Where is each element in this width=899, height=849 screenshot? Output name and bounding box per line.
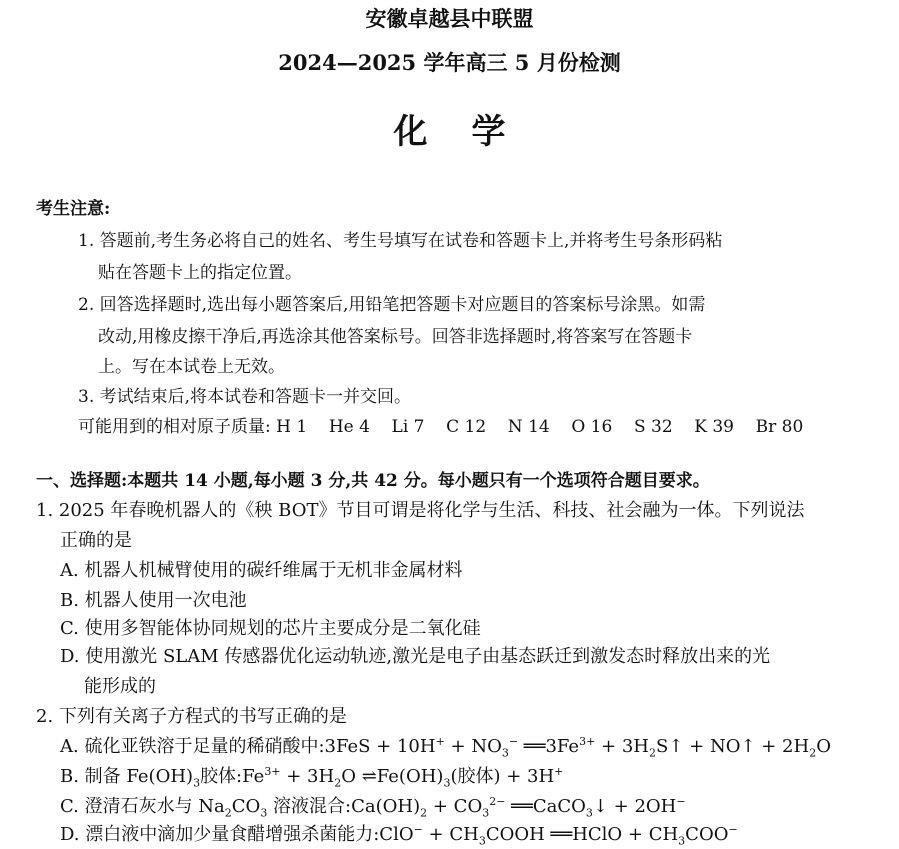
q2-option-d-text: D. 漂白液中滴加少量食醋增强杀菌能力: [60,824,380,845]
atomic-mass-c: C 12 [446,417,487,437]
q2-option-c: C. 澄清石灰水与 $Na_2CO_3$ 溶液混合$:Ca(OH)_2 + CO_3^{2-}$ ══CaCO$_3$↓ + 2OH− [60,795,686,820]
q2-option-c-tail: 溶液混合: [273,796,352,817]
q2-option-d [60,824,738,846]
section-1-heading: 一、选择题:本题共 14 小题,每小题 3 分,共 42 分。每小题只有一个选项符合题目要求。 [36,471,710,491]
notice-item-2-line-3: 上。写在本试卷上无效。 [98,357,285,377]
q2-option-b-tail: 胶体: [200,766,243,787]
subject-title: 化学 [393,112,550,152]
atomic-mass-he: He 4 [328,417,370,437]
atomic-mass-o: O 16 [571,417,613,437]
atomic-mass-s: S 32 [633,417,673,437]
q2-option-b-colloid: (胶体) [450,766,501,787]
q2-option-b-equation: $Fe^{3+} + 3H_2O$ $\rightleftharpoons Fe(OH)_3$ [242,765,451,790]
q1-option-d-line-2: 能形成的 [84,676,156,697]
q2-option-a-text: A. 硫化亚铁溶于足量的稀硝酸中: [60,736,325,757]
q1-option-b: B. 机器人使用一次电池 [60,590,247,611]
exam-title: 2024—2025 学年高三 5 月份检测 [278,50,621,75]
notice-title: 考生注意: [36,199,111,219]
q2-option-a [60,736,831,758]
q2-option-c-text: C. 澄清石灰水与 Na [60,796,225,817]
atomic-mass-br: Br 80 [755,417,804,437]
notice-item-2-line-1: 2. 回答选择题时,选出每小题答案后,用铅笔把答题卡对应题目的答案标号涂黑。如需 [78,295,706,315]
q1-option-d-line-1: D. 使用激光 SLAM 传感器优化运动轨迹,激光是电子由基态跃迁到激发态时释放出来的光 [60,646,771,667]
notice-item-1-line-1: 1. 答题前,考生务必将自己的姓名、考生号填写在试卷和答题卡上,并将考生号条形码粘 [78,231,723,251]
q1-option-a: A. 机器人机械臂使用的碳纤维属于无机非金属材料 [60,560,463,581]
notice-item-1-line-2: 贴在答题卡上的指定位置。 [98,263,302,283]
q2-option-d-equation: $ClO^- + CH_3COOH$ ══HClO + $CH_3COO^-$ [379,823,738,848]
atomic-mass-n: N 14 [507,417,550,437]
q2-option-c-equation: $Ca(OH)_2 + CO_3^{2-}$ ══CaCO$_3$↓ + 2OH− [351,795,686,820]
q2-option-b-text: B. 制备 Fe(OH) [60,766,194,787]
q1-stem-line-2: 正确的是 [60,530,132,551]
org-title: 安徽卓越县中联盟 [365,6,534,31]
atomic-mass-h: H 1 [276,417,308,437]
atomic-mass-line [78,416,803,438]
atomic-mass-k: K 39 [694,417,735,437]
q1-stem-line-1: 1. 2025 年春晚机器人的《秧 BOT》节目可谓是将化学与生活、科技、社会融为一体。下列说法 [36,500,805,521]
q2-option-b: B. 制备 $Fe(OH)_3$胶体$:Fe^{3+} + 3H_2O$ $\rightleftharpoons Fe(OH)_3$(胶体) + 3H+ [60,765,564,790]
q1-option-c: C. 使用多智能体协同规划的芯片主要成分是二氧化硅 [60,618,481,639]
notice-item-2-line-2: 改动,用橡皮擦干净后,再选涂其他答案标号。回答非选择题时,将答案写在答题卡 [98,327,693,347]
atomic-mass-label: 可能用到的相对原子质量: [78,417,271,437]
q2-option-a-equation: $3FeS + 10H^+ + NO_3^-$ $══3Fe^{3+}$ + $3H_2S↑$ + NO↑ + $2H_2O$ [324,735,831,760]
notice-item-3: 3. 考试结束后,将本试卷和答题卡一并交回。 [78,387,412,407]
atomic-mass-li: Li 7 [391,417,425,437]
q2-stem: 2. 下列有关离子方程式的书写正确的是 [36,706,347,727]
